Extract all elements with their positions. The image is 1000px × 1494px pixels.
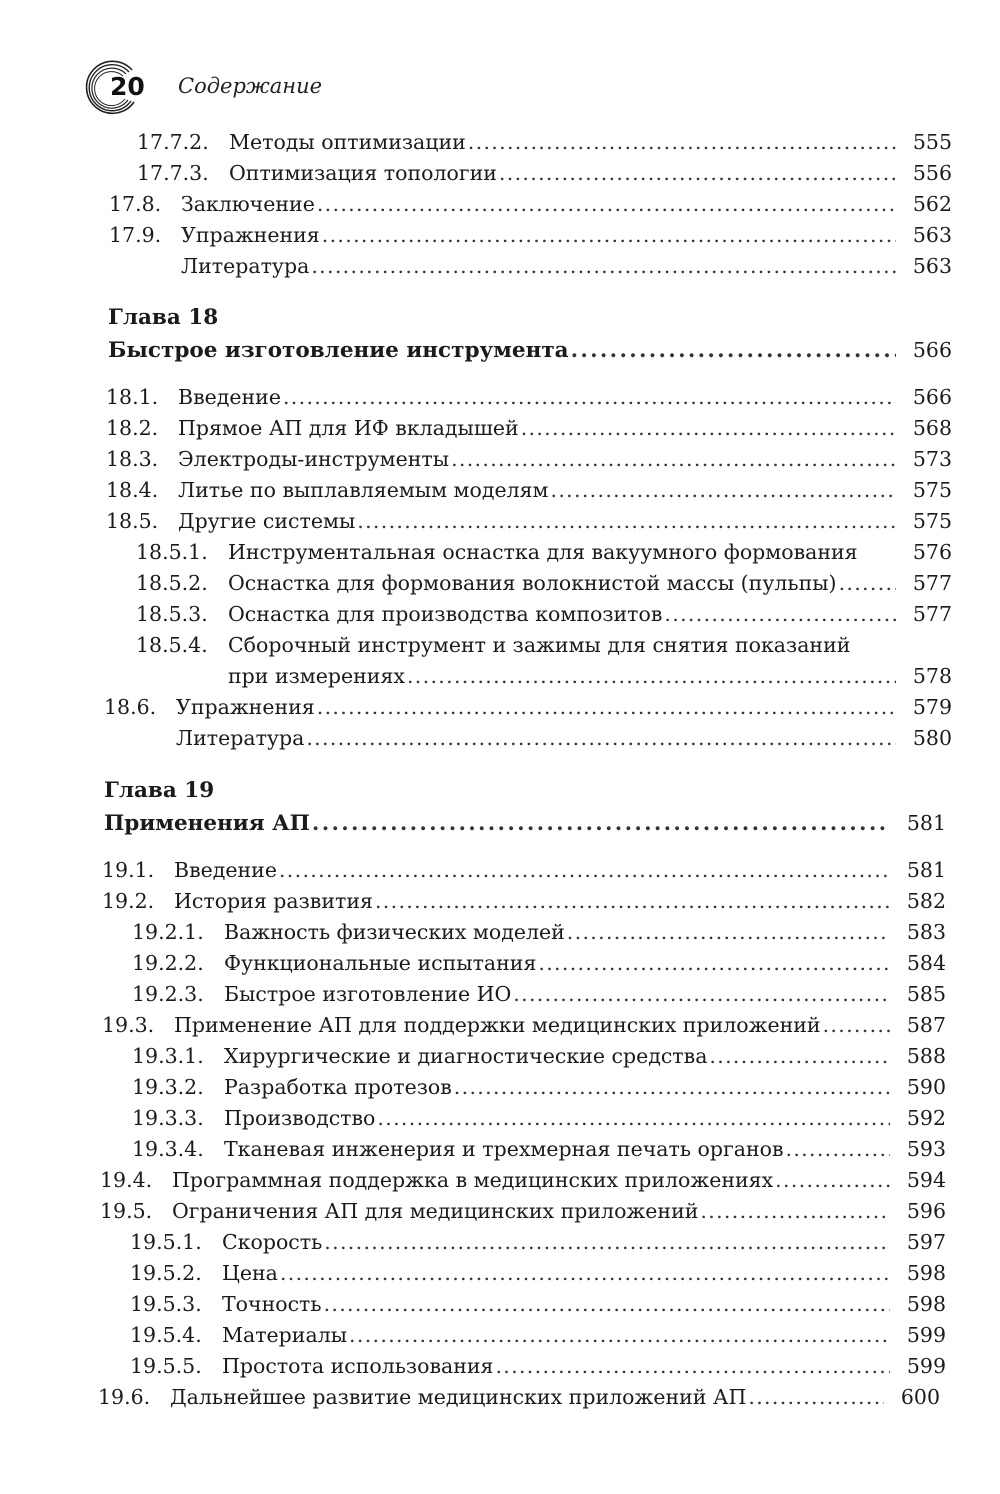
toc-entry-18-1[interactable]: [106, 385, 952, 415]
toc-entry-page: 588: [906, 1044, 946, 1068]
running-title: Содержание: [178, 74, 323, 98]
toc-entry-19-5[interactable]: [100, 1199, 946, 1229]
toc-entry-page: 600: [900, 1385, 940, 1409]
toc-entry-number: 19.3.: [102, 1013, 155, 1037]
toc-entry-title: Тканевая инженерия и трехмерная печать органов: [224, 1137, 784, 1161]
toc-entry-number: 17.7.2.: [137, 130, 209, 154]
toc-entry-number: 18.6.: [104, 695, 157, 719]
toc-entry-title: Инструментальная оснастка для вакуумного формования: [228, 540, 858, 564]
dot-leader: [377, 1106, 890, 1130]
toc-entry-page: 563: [912, 254, 952, 278]
toc-chapter-18[interactable]: [108, 338, 952, 368]
toc-entry-19-2-3[interactable]: [132, 982, 946, 1012]
toc-entry-page: 575: [912, 509, 952, 533]
toc-entry-number: 18.5.3.: [136, 602, 208, 626]
dot-leader: [306, 726, 896, 750]
toc-entry-title: Материалы: [222, 1323, 348, 1347]
chapter-19-label: Глава 19: [104, 778, 215, 803]
dot-leader: [468, 130, 896, 154]
toc-entry-17-8[interactable]: [109, 192, 952, 222]
toc-entry-17-9[interactable]: [109, 223, 952, 253]
toc-entry-number: 19.1.: [102, 858, 155, 882]
chapter-title: Применения АП: [104, 811, 310, 836]
toc-entry-number: 18.5.1.: [136, 540, 208, 564]
toc-entry-number: 19.5.4.: [130, 1323, 202, 1347]
toc-entry-19-3-3[interactable]: [132, 1106, 946, 1136]
toc-entry-page: 594: [906, 1168, 946, 1192]
toc-entry-page: 581: [906, 858, 946, 882]
toc-entry-title: Важность физических моделей: [224, 920, 565, 944]
chapter-18-label: Глава 18: [108, 305, 219, 330]
toc-entry-18-6[interactable]: [104, 695, 952, 725]
toc-entry-18-5-4-line2[interactable]: [228, 664, 952, 694]
toc-entry-19-3-4[interactable]: [132, 1137, 946, 1167]
dot-leader: [538, 951, 890, 975]
toc-entry-references-17[interactable]: [181, 254, 952, 284]
toc-entry-18-5-1[interactable]: [136, 540, 952, 570]
toc-entry-title-continued: при измерениях: [228, 664, 405, 688]
toc-entry-page: 587: [906, 1013, 946, 1037]
toc-entry-page: 556: [912, 161, 952, 185]
toc-entry-18-5-4-line1[interactable]: [136, 633, 850, 657]
toc-entry-title: Оснастка для формования волокнистой массы (пульпы): [228, 571, 837, 595]
toc-entry-title: Оснастка для производства композитов: [228, 602, 663, 626]
toc-entry-number: 19.3.1.: [132, 1044, 204, 1068]
dot-leader: [495, 1354, 890, 1378]
dot-leader: [709, 1044, 890, 1068]
toc-entry-page: 579: [912, 695, 952, 719]
toc-entry-page: 590: [906, 1075, 946, 1099]
toc-entry-18-3[interactable]: [106, 447, 952, 477]
toc-entry-title: Скорость: [222, 1230, 323, 1254]
dot-leader: [823, 1013, 890, 1037]
toc-entry-title: Применение АП для поддержки медицинских приложений: [174, 1013, 821, 1037]
toc-entry-19-4[interactable]: [100, 1168, 946, 1198]
toc-entry-19-5-5[interactable]: [130, 1354, 946, 1384]
dot-leader: [317, 192, 896, 216]
toc-entry-title: Программная поддержка в медицинских приложениях: [172, 1168, 774, 1192]
toc-entry-title: Оптимизация топологии: [229, 161, 497, 185]
dot-leader: [349, 1323, 890, 1347]
dot-leader: [324, 1292, 890, 1316]
toc-entry-number: 19.5.3.: [130, 1292, 202, 1316]
toc-entry-18-5-3[interactable]: [136, 602, 952, 632]
toc-entry-18-4[interactable]: [106, 478, 952, 508]
dot-leader: [454, 1075, 890, 1099]
toc-entry-page: 580: [912, 726, 952, 750]
toc-entry-page: 598: [906, 1261, 946, 1285]
toc-entry-number: 19.2.3.: [132, 982, 204, 1006]
toc-entry-title: Литература: [176, 726, 305, 750]
toc-entry-number: 18.1.: [106, 385, 159, 409]
toc-entry-page: 597: [906, 1230, 946, 1254]
toc-entry-19-6[interactable]: [98, 1385, 940, 1415]
toc-entry-19-5-2[interactable]: [130, 1261, 946, 1291]
toc-entry-title: Производство: [224, 1106, 376, 1130]
toc-entry-title: Дальнейшее развитие медицинских приложений АП: [170, 1385, 747, 1409]
toc-entry-number: 18.2.: [106, 416, 159, 440]
toc-entry-title: Введение: [174, 858, 277, 882]
dot-leader: [324, 1230, 890, 1254]
toc-entry-title: Заключение: [181, 192, 315, 216]
toc-entry-19-2[interactable]: [102, 889, 946, 919]
toc-entry-page: 566: [912, 385, 952, 409]
toc-entry-19-2-1[interactable]: [132, 920, 946, 950]
dot-leader: [357, 509, 896, 533]
dot-leader: [283, 385, 896, 409]
toc-entry-title: Литье по выплавляемым моделям: [178, 478, 549, 502]
dot-leader: [407, 664, 896, 688]
toc-entry-page: 575: [912, 478, 952, 502]
toc-entry-page: 585: [906, 982, 946, 1006]
dot-leader: [311, 254, 896, 278]
toc-entry-number: 17.8.: [109, 192, 162, 216]
toc-entry-18-5[interactable]: [106, 509, 952, 539]
toc-entry-page: 599: [906, 1323, 946, 1347]
toc-entry-references-18[interactable]: [176, 726, 952, 756]
toc-entry-page: 592: [906, 1106, 946, 1130]
dot-leader: [322, 223, 896, 247]
dot-leader: [513, 982, 890, 1006]
dot-leader: [279, 858, 890, 882]
toc-chapter-19[interactable]: [104, 811, 946, 841]
toc-entry-title: Прямое АП для ИФ вкладышей: [178, 416, 519, 440]
toc-entry-page: 578: [912, 664, 952, 688]
toc-entry-page: 573: [912, 447, 952, 471]
toc-entry-number: 19.2.1.: [132, 920, 204, 944]
toc-entry-title: Сборочный инструмент и зажимы для снятия показаний: [228, 633, 851, 657]
toc-entry-title: Введение: [178, 385, 281, 409]
dot-leader: [664, 602, 896, 626]
toc-entry-page: 583: [906, 920, 946, 944]
toc-entry-19-3[interactable]: [102, 1013, 946, 1043]
toc-entry-number: 18.3.: [106, 447, 159, 471]
toc-entry-page: 582: [906, 889, 946, 913]
toc-entry-number: 18.5.2.: [136, 571, 208, 595]
toc-entry-page: 568: [912, 416, 952, 440]
toc-entry-19-5-3[interactable]: [130, 1292, 946, 1322]
dot-leader: [775, 1168, 890, 1192]
toc-entry-number: 19.5.: [100, 1199, 153, 1223]
toc-entry-number: 18.5.: [106, 509, 159, 533]
toc-entry-19-2-2[interactable]: [132, 951, 946, 981]
toc-entry-number: 19.5.1.: [130, 1230, 202, 1254]
toc-entry-19-3-1[interactable]: [132, 1044, 946, 1074]
dot-leader: [571, 338, 896, 363]
dot-leader: [451, 447, 896, 471]
dot-leader: [839, 571, 896, 595]
toc-entry-title: Функциональные испытания: [224, 951, 537, 975]
toc-entry-title: Точность: [222, 1292, 322, 1316]
dot-leader: [317, 695, 896, 719]
toc-entry-19-5-4[interactable]: [130, 1323, 946, 1353]
toc-entry-title: Методы оптимизации: [229, 130, 466, 154]
toc-entry-page: 593: [906, 1137, 946, 1161]
dot-leader: [280, 1261, 890, 1285]
page-number: 20: [110, 72, 145, 101]
dot-leader: [499, 161, 896, 185]
toc-entry-page: 584: [906, 951, 946, 975]
toc-entry-18-5-2[interactable]: [136, 571, 952, 601]
toc-entry-title: Электроды-инструменты: [178, 447, 450, 471]
toc-entry-number: 18.4.: [106, 478, 159, 502]
toc-entry-title: Упражнения: [176, 695, 315, 719]
toc-entry-number: 19.4.: [100, 1168, 153, 1192]
toc-entry-number: 19.3.2.: [132, 1075, 204, 1099]
toc-entry-title: Цена: [222, 1261, 278, 1285]
toc-entry-page: 562: [912, 192, 952, 216]
toc-entry-17-7-2[interactable]: [137, 130, 952, 160]
toc-entry-page: 576: [912, 540, 952, 564]
dot-leader: [700, 1199, 890, 1223]
toc-entry-page: 563: [912, 223, 952, 247]
toc-entry-number: 19.5.2.: [130, 1261, 202, 1285]
toc-entry-title: Литература: [181, 254, 310, 278]
toc-entry-number: 19.2.2.: [132, 951, 204, 975]
toc-entry-number: 18.5.4.: [136, 633, 208, 657]
toc-entry-number: 17.9.: [109, 223, 162, 247]
dot-leader: [521, 416, 896, 440]
toc-entry-19-1[interactable]: [102, 858, 946, 888]
chapter-title: Быстрое изготовление инструмента: [108, 338, 569, 363]
toc-entry-19-5-1[interactable]: [130, 1230, 946, 1260]
dot-leader: [567, 920, 890, 944]
toc-entry-title: Хирургические и диагностические средства: [224, 1044, 708, 1068]
toc-entry-title: Быстрое изготовление ИО: [224, 982, 512, 1006]
toc-entry-title: Простота использования: [222, 1354, 494, 1378]
toc-entry-page: 577: [912, 602, 952, 626]
chapter-page: 581: [906, 811, 946, 835]
toc-entry-title: Упражнения: [181, 223, 320, 247]
toc-entry-number: 19.3.4.: [132, 1137, 204, 1161]
toc-entry-number: 19.2.: [102, 889, 155, 913]
toc-entry-page: 598: [906, 1292, 946, 1316]
chapter-page: 566: [912, 338, 952, 362]
toc-entry-page: 555: [912, 130, 952, 154]
dot-leader: [375, 889, 890, 913]
toc-entry-19-3-2[interactable]: [132, 1075, 946, 1105]
dot-leader: [786, 1137, 891, 1161]
toc-entry-number: 17.7.3.: [137, 161, 209, 185]
toc-entry-title: Разработка протезов: [224, 1075, 452, 1099]
dot-leader: [748, 1385, 884, 1409]
toc-entry-number: 19.3.3.: [132, 1106, 204, 1130]
toc-entry-number: 19.6.: [98, 1385, 151, 1409]
toc-entry-page: 599: [906, 1354, 946, 1378]
toc-entry-title: История развития: [174, 889, 373, 913]
dot-leader: [312, 811, 890, 836]
toc-entry-17-7-3[interactable]: [137, 161, 952, 191]
toc-entry-18-2[interactable]: [106, 416, 952, 446]
toc-entry-page: 577: [912, 571, 952, 595]
toc-entry-title: Ограничения АП для медицинских приложений: [172, 1199, 699, 1223]
toc-entry-number: 19.5.5.: [130, 1354, 202, 1378]
toc-entry-title: Другие системы: [178, 509, 356, 533]
toc-entry-page: 596: [906, 1199, 946, 1223]
dot-leader: [551, 478, 896, 502]
